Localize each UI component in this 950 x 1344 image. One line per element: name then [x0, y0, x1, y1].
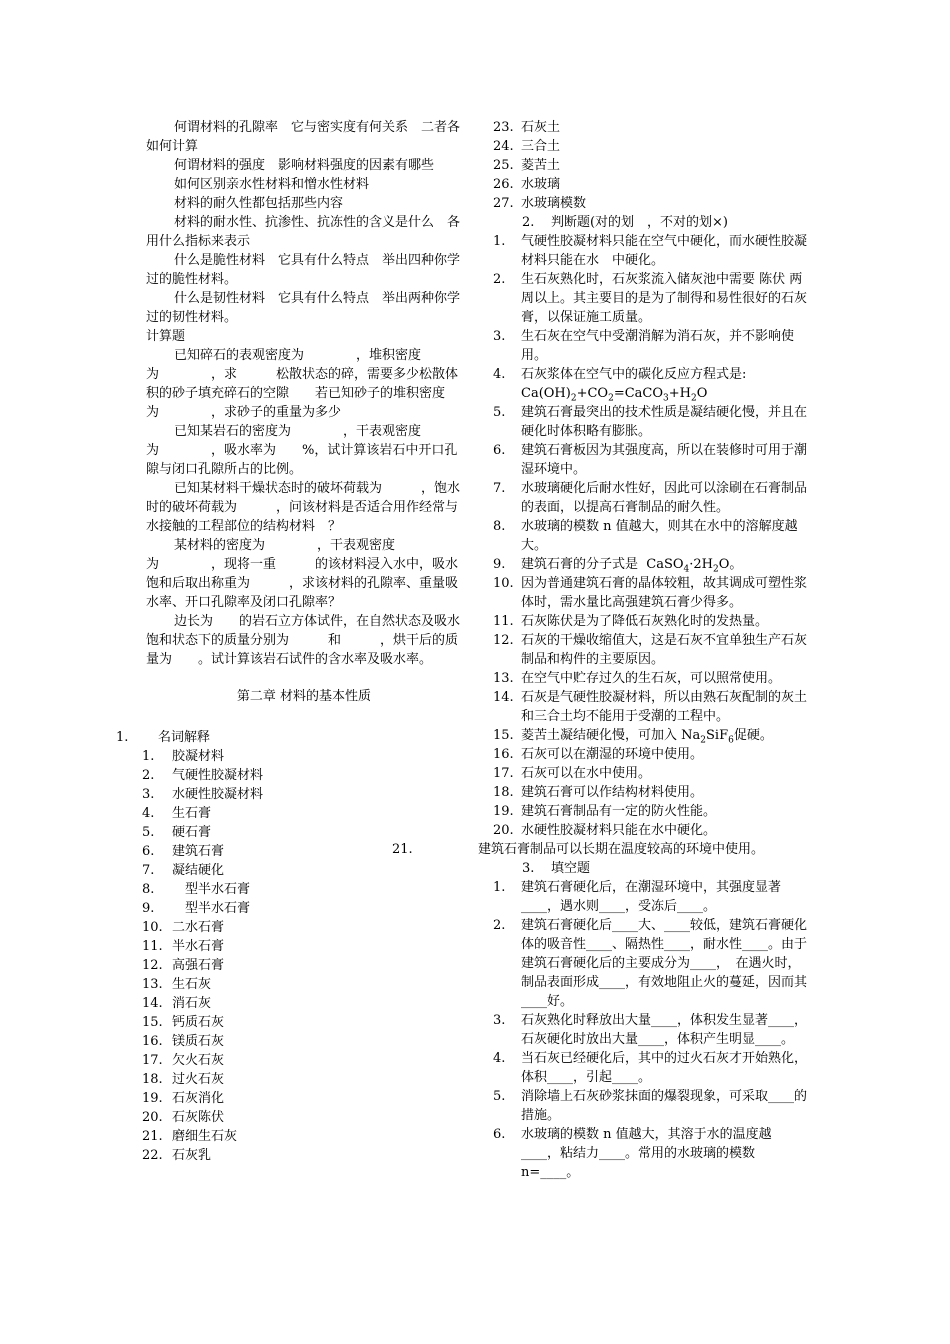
- list-item: 4. 生石膏: [142, 806, 212, 821]
- judgment-text: 气硬性胶凝材料只能在空气中硬化，而水硬性胶凝材料只能在水 中硬化。: [521, 234, 808, 268]
- judgment-text: 菱苦土凝结硬化慢，可加入: [521, 728, 678, 743]
- term-text: 镁质石灰: [172, 1034, 225, 1049]
- term-text: 高强石膏: [172, 958, 225, 973]
- judgment-text: 水玻璃硬化后耐水性好，因此可以涂刷在石膏制品的表面，以提高石膏制品的耐久性。: [521, 481, 808, 515]
- term-text: 生石灰: [172, 977, 212, 992]
- judgment-text: 生石灰熟化时，石灰浆流入储灰池中需要 陈伏 两周以上。其主要目的是为了制得和易性很好的石灰膏，以保证施工质量。: [521, 272, 808, 325]
- list-item: 3. 石灰熟化时释放出大量____，体积发生显著____，石灰硬化时放出大量____，体积产生明显____。: [478, 1011, 810, 1049]
- list-item: 21. 磨细生石灰: [142, 1129, 238, 1144]
- list-item: 14. 消石灰: [142, 996, 212, 1011]
- list-item: 9. 型半水石膏: [142, 901, 251, 916]
- list-item: 2. 气硬性胶凝材料: [142, 768, 264, 783]
- fill-text: 建筑石膏硬化后____大、____较低，建筑石膏硬化体的吸音性____、隔热性____，耐水性____。由于建筑石膏硬化后的主要成分为____， 在遇火时，制品表面形成____，有效地阻止火的蔓延，因而其____好。: [521, 918, 808, 1009]
- list-item: 16. 石灰可以在潮湿的环境中使用。: [478, 745, 810, 764]
- question-porosity: 何谓材料的孔隙率 它与密实度有何关系 二者各如何计算: [146, 120, 461, 154]
- term-text: 生石膏: [172, 806, 212, 821]
- question-strength: 何谓材料的强度 影响材料强度的因素有哪些: [174, 158, 435, 173]
- list-item: 4. 当石灰已经硬化后，其中的过火石灰才开始熟化，体积____，引起____。: [478, 1049, 810, 1087]
- question-tough: 什么是韧性材料 它具有什么特点 举出两种你学过的韧性材料。: [146, 291, 461, 325]
- list-item: 15. 钙质石灰: [142, 1015, 225, 1030]
- section-label: 名词解释: [158, 730, 211, 745]
- list-item: 18. 建筑石膏可以作结构材料使用。: [478, 783, 810, 802]
- judgment-text: 建筑石膏板因为其强度高，所以在装修时可用于潮湿环境中。: [521, 443, 808, 477]
- list-item: 7. 水玻璃硬化后耐水性好，因此可以涂刷在石膏制品的表面，以提高石膏制品的耐久性。: [478, 479, 810, 517]
- term-text: 过火石灰: [172, 1072, 225, 1087]
- list-item: 6. 建筑石膏: [142, 844, 225, 859]
- list-item: 20. 水硬性胶凝材料只能在水中硬化。: [478, 821, 810, 840]
- term-list: [142, 747, 462, 1165]
- list-item: 6. 水玻璃的模数 n 值越大，其溶于水的温度越____，粘结力____。常用的水玻璃的模数 n=____。: [478, 1125, 810, 1182]
- judgment-text: 石灰的干燥收缩值大，这是石灰不宜单独生产石灰制品和构件的主要原因。: [521, 633, 808, 667]
- judgment-list: [392, 232, 810, 859]
- list-item: 13. 生石灰: [142, 977, 212, 992]
- chapter-title: 第二章 材料的基本性质: [236, 689, 372, 704]
- fill-text: 石灰熟化时释放出大量____，体积发生显著____，石灰硬化时放出大量____，体积产生明显____。: [521, 1013, 808, 1047]
- list-item: 21. 建筑石膏制品可以长期在温度较高的环境中使用。: [392, 842, 765, 857]
- list-item: 17. 欠火石灰: [142, 1053, 225, 1068]
- judgment-text: 建筑石膏的分子式是: [521, 557, 639, 572]
- section-number: 3.: [522, 861, 535, 876]
- judgment-text: 水玻璃的模数 n 值越大，则其在水中的溶解度越大。: [521, 519, 798, 553]
- list-item: 1. 胶凝材料: [142, 749, 225, 764]
- list-item: 8. 水玻璃的模数 n 值越大，则其在水中的溶解度越大。: [478, 517, 810, 555]
- list-item: 2. 建筑石膏硬化后____大、____较低，建筑石膏硬化体的吸音性____、隔热性____，耐水性____。由于建筑石膏硬化后的主要成分为____， 在遇火时，制品表面形成____，有效地阻止火的蔓延，因而其____好。: [478, 916, 810, 1011]
- fill-text: 当石灰已经硬化后，其中的过火石灰才开始熟化，体积____，引起____。: [521, 1051, 808, 1085]
- list-item: 10. 二水石膏: [142, 920, 225, 935]
- judgment-text: 水硬性胶凝材料只能在水中硬化。: [521, 823, 717, 838]
- term-text: 半水石膏: [172, 939, 225, 954]
- list-item: 8. 型半水石膏: [142, 882, 251, 897]
- term-text: 菱苦土: [521, 158, 561, 173]
- list-item: 1. 建筑石膏硬化后，在潮湿环境中，其强度显著____，遇水则____，受冻后____。: [478, 878, 810, 916]
- term-text: 型半水石膏: [172, 901, 251, 916]
- judgment-text: 建筑石膏最突出的技术性质是凝结硬化慢，并且在硬化时体积略有膨胀。: [521, 405, 808, 439]
- term-text: 钙质石灰: [172, 1015, 225, 1030]
- list-item: 16. 镁质石灰: [142, 1034, 225, 1049]
- calc-question-cube: 边长为 的岩石立方体试件，在自然状态及吸水饱和状态下的质量分别为 和 ，烘干后的质量为 。试计算该岩石试件的含水率及吸水率。: [146, 614, 461, 667]
- judgment-text: 石灰可以在水中使用。: [521, 766, 652, 781]
- list-item: 19. 建筑石膏制品有一定的防火性能。: [478, 802, 810, 821]
- right-column: [392, 118, 810, 1182]
- judgment-text: 建筑石膏制品可以长期在温度较高的环境中使用。: [478, 842, 765, 857]
- section-label: 填空题: [550, 861, 590, 876]
- question-water-resistance: 材料的耐水性、抗渗性、抗冻性的含义是什么 各用什么指标来表示: [146, 215, 461, 249]
- term-text: 水硬性胶凝材料: [172, 787, 264, 802]
- list-item: 26. 水玻璃: [478, 175, 810, 194]
- left-column: [116, 118, 462, 1165]
- fill-text: 消除墙上石灰砂浆抹面的爆裂现象，可采取____的措施。: [521, 1089, 808, 1123]
- judgment-text: 建筑石膏制品有一定的防火性能。: [521, 804, 717, 819]
- list-item: 27. 水玻璃模数: [478, 194, 810, 213]
- list-item: 7. 凝结硬化: [142, 863, 225, 878]
- question-brittle: 什么是脆性材料 它具有什么特点 举出四种你学过的脆性材料。: [146, 253, 461, 287]
- section-label: 判断题(对的划 ，不对的划×): [550, 215, 728, 230]
- judgment-text: 石灰是气硬性胶凝材料，所以由熟石灰配制的灰土和三合土均不能用于受潮的工程中。: [521, 690, 808, 724]
- list-item: 5. 建筑石膏最突出的技术性质是凝结硬化慢，并且在硬化时体积略有膨胀。: [478, 403, 810, 441]
- list-item: 17. 石灰可以在水中使用。: [478, 764, 810, 783]
- fill-text: 水玻璃的模数 n 值越大，其溶于水的温度越____，粘结力____。常用的水玻璃的模数 n=____。: [521, 1127, 772, 1180]
- term-text: 气硬性胶凝材料: [172, 768, 264, 783]
- list-item: 3. 生石灰在空气中受潮消解为消石灰，并不影响使用。: [478, 327, 810, 365]
- list-item: 18. 过火石灰: [142, 1072, 225, 1087]
- naf-formula: $Na_2SiF_6$促硬。: [681, 728, 773, 746]
- term-text: 石灰陈伏: [172, 1110, 225, 1125]
- list-item: 23. 石灰土: [478, 118, 810, 137]
- list-item: 19. 石灰消化: [142, 1091, 225, 1106]
- fill-text: 建筑石膏硬化后，在潮湿环境中，其强度显著____，遇水则____，受冻后____。: [521, 880, 782, 914]
- list-item: 4. 石灰浆体在空气中的碳化反应方程式是: $Ca(OH)_2+CO_2=CaCO_3+H_2O$: [493, 367, 747, 404]
- term-list-continued: [478, 118, 810, 213]
- list-item: 5. 消除墙上石灰砂浆抹面的爆裂现象，可采取____的措施。: [478, 1087, 810, 1125]
- list-item: 2. 生石灰熟化时，石灰浆流入储灰池中需要 陈伏 两周以上。其主要目的是为了制得和易性很好的石灰膏，以保证施工质量。: [478, 270, 810, 327]
- term-text: 建筑石膏: [172, 844, 225, 859]
- term-text: 石灰土: [521, 120, 561, 135]
- section-2-heading: [478, 213, 810, 232]
- list-item: 5. 硬石膏: [142, 825, 212, 840]
- term-text: 三合土: [521, 139, 561, 154]
- term-text: 石灰乳: [172, 1148, 212, 1163]
- judgment-text: 石灰陈伏是为了降低石灰熟化时的发热量。: [521, 614, 769, 629]
- term-text: 二水石膏: [172, 920, 225, 935]
- term-text: 欠火石灰: [172, 1053, 225, 1068]
- term-text: 消石灰: [172, 996, 212, 1011]
- term-text: 胶凝材料: [172, 749, 225, 764]
- question-durability: 材料的耐久性都包括那些内容: [174, 196, 344, 211]
- list-item: 12. 石灰的干燥收缩值大，这是石灰不宜单独生产石灰制品和构件的主要原因。: [478, 631, 810, 669]
- gypsum-formula: $CaSO_4\cdot 2H_2O$。: [646, 557, 743, 575]
- term-text: 磨细生石灰: [172, 1129, 238, 1144]
- carbonation-formula: $Ca(OH)_2+CO_2=CaCO_3+H_2O$: [521, 386, 708, 404]
- section-number: 2.: [522, 215, 535, 230]
- list-item: 15. 菱苦土凝结硬化慢，可加入 $Na_2SiF_6$促硬。: [493, 728, 773, 746]
- list-item: 10. 因为普通建筑石膏的晶体较粗，故其调成可塑性浆体时，需水量比高强建筑石膏少得多。: [478, 574, 810, 612]
- term-text: 石灰消化: [172, 1091, 225, 1106]
- list-item: 11. 石灰陈伏是为了降低石灰熟化时的发热量。: [478, 612, 810, 631]
- list-item: 11. 半水石膏: [142, 939, 225, 954]
- list-item: 22. 石灰乳: [142, 1148, 212, 1163]
- list-item: 20. 石灰陈伏: [142, 1110, 225, 1125]
- term-text: 水玻璃模数: [521, 196, 587, 211]
- fill-list: [478, 878, 810, 1182]
- list-item: 14. 石灰是气硬性胶凝材料，所以由熟石灰配制的灰土和三合土均不能用于受潮的工程中。: [478, 688, 810, 726]
- calc-question-absorption: 某材料的密度为 ，干表观密度为 ，现将一重 的该材料浸入水中，吸水饱和后取出称重为 ，求该材料的孔隙率、重量吸水率、开口孔隙率及闭口孔隙率？: [146, 538, 459, 610]
- term-text: 凝结硬化: [172, 863, 225, 878]
- list-item: 3. 水硬性胶凝材料: [142, 787, 264, 802]
- list-item: 9. 建筑石膏的分子式是 $CaSO_4\cdot 2H_2O$。: [493, 557, 743, 575]
- term-text: 水玻璃: [521, 177, 561, 192]
- judgment-text: 石灰浆体在空气中的碳化反应方程式是:: [521, 367, 747, 382]
- section-1-heading: [116, 728, 462, 747]
- judgment-text: 石灰可以在潮湿的环境中使用。: [521, 747, 704, 762]
- term-text: 硬石膏: [172, 825, 212, 840]
- judgment-text: 生石灰在空气中受潮消解为消石灰，并不影响使用。: [521, 329, 795, 363]
- list-item: 12. 高强石膏: [142, 958, 225, 973]
- section-number: 1.: [116, 730, 129, 745]
- list-item: 24. 三合土: [478, 137, 810, 156]
- list-item: 25. 菱苦土: [478, 156, 810, 175]
- term-text: 型半水石膏: [172, 882, 251, 897]
- judgment-text: 建筑石膏可以作结构材料使用。: [521, 785, 704, 800]
- calc-question-rock-porosity: 已知某岩石的密度为 ，干表观密度为 ，吸水率为 %，试计算该岩石中开口孔隙与闭口孔隙所占的比例。: [146, 424, 458, 477]
- list-item: 1. 气硬性胶凝材料只能在空气中硬化，而水硬性胶凝材料只能在水 中硬化。: [478, 232, 810, 270]
- question-hydrophilic: 如何区别亲水性材料和憎水性材料: [174, 177, 370, 192]
- judgment-text: 在空气中贮存过久的生石灰，可以照常使用。: [521, 671, 782, 686]
- list-item: 6. 建筑石膏板因为其强度高，所以在装修时可用于潮湿环境中。: [478, 441, 810, 479]
- calc-question-gravel: 已知碎石的表观密度为 ，堆积密度为 ，求 松散状态的碎，需要多少松散体积的砂子填充碎石的空隙 若已知砂子的堆积密度为 ，求砂子的重量为多少: [146, 348, 459, 420]
- list-item: 13. 在空气中贮存过久的生石灰，可以照常使用。: [478, 669, 810, 688]
- calc-heading: 计算题: [146, 329, 186, 344]
- judgment-text: 因为普通建筑石膏的晶体较粗，故其调成可塑性浆体时，需水量比高强建筑石膏少得多。: [521, 576, 808, 610]
- section-3-heading: [478, 859, 810, 878]
- calc-question-softening: 已知某材料干燥状态时的破坏荷载为 ，饱水时的破坏荷载为 ，问该材料是否适合用作经常与水接触的工程部位的结构材料 ？: [146, 481, 461, 534]
